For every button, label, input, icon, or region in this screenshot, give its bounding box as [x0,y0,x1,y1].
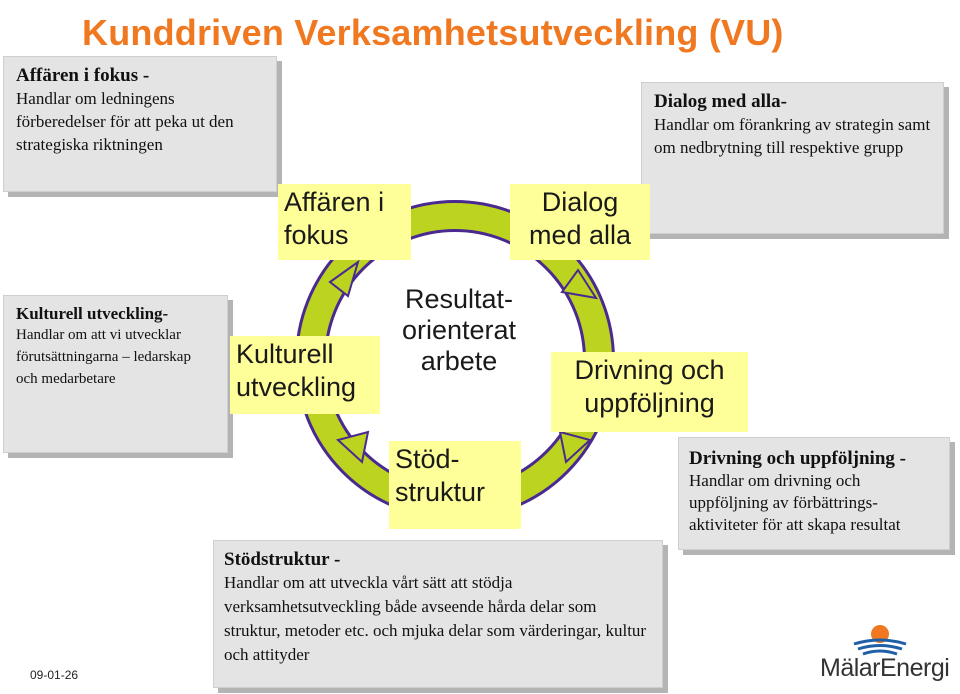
footer-date: 09-01-26 [30,668,79,682]
cycle-label-drivning: Drivning och uppföljning [551,352,748,432]
note-heading: Stödstruktur - [224,549,341,570]
cycle-label-stod: Stöd- struktur [389,441,521,529]
page-title: Kunddriven Verksamhetsutveckling (VU) [82,12,784,53]
note-body: Handlar om drivning och uppföljning av förbättrings-aktiviteter för att skapa resultat [689,471,901,534]
note-heading: Kulturell utveckling- [16,304,169,323]
cycle-center-text: Resultat- orienterat arbete [401,284,517,376]
note-heading: Drivning och uppföljning - [689,448,906,469]
note-body: Handlar om att vi utvecklar förutsättningarna – ledarskap och medarbetare [16,327,191,387]
cycle-label-kultur: Kulturell utveckling [230,336,380,414]
cycle-label-affaren: Affären i fokus [278,184,411,260]
cycle-label-dialog: Dialog med alla [510,184,650,260]
note-stodstruktur [213,540,663,688]
note-body: Handlar om ledningens förberedelser för att peka ut den strategiska riktningen [16,89,234,154]
note-heading: Dialog med alla- [654,91,787,112]
note-heading: Affären i fokus - [16,65,150,86]
logo-text: MälarEnergi [820,654,950,682]
malarenergi-logo [820,622,950,686]
note-body: Handlar om att utveckla vårt sätt att stödja verksamhetsutveckling både avseende hårda delar som struktur, metoder etc. och mjuka delar som värderingar, kultur och attityder [224,573,647,664]
note-body: Handlar om förankring av strategin samt om nedbrytning till respektive grupp [654,115,931,157]
note-drivning-och-uppfoljning [678,437,950,550]
